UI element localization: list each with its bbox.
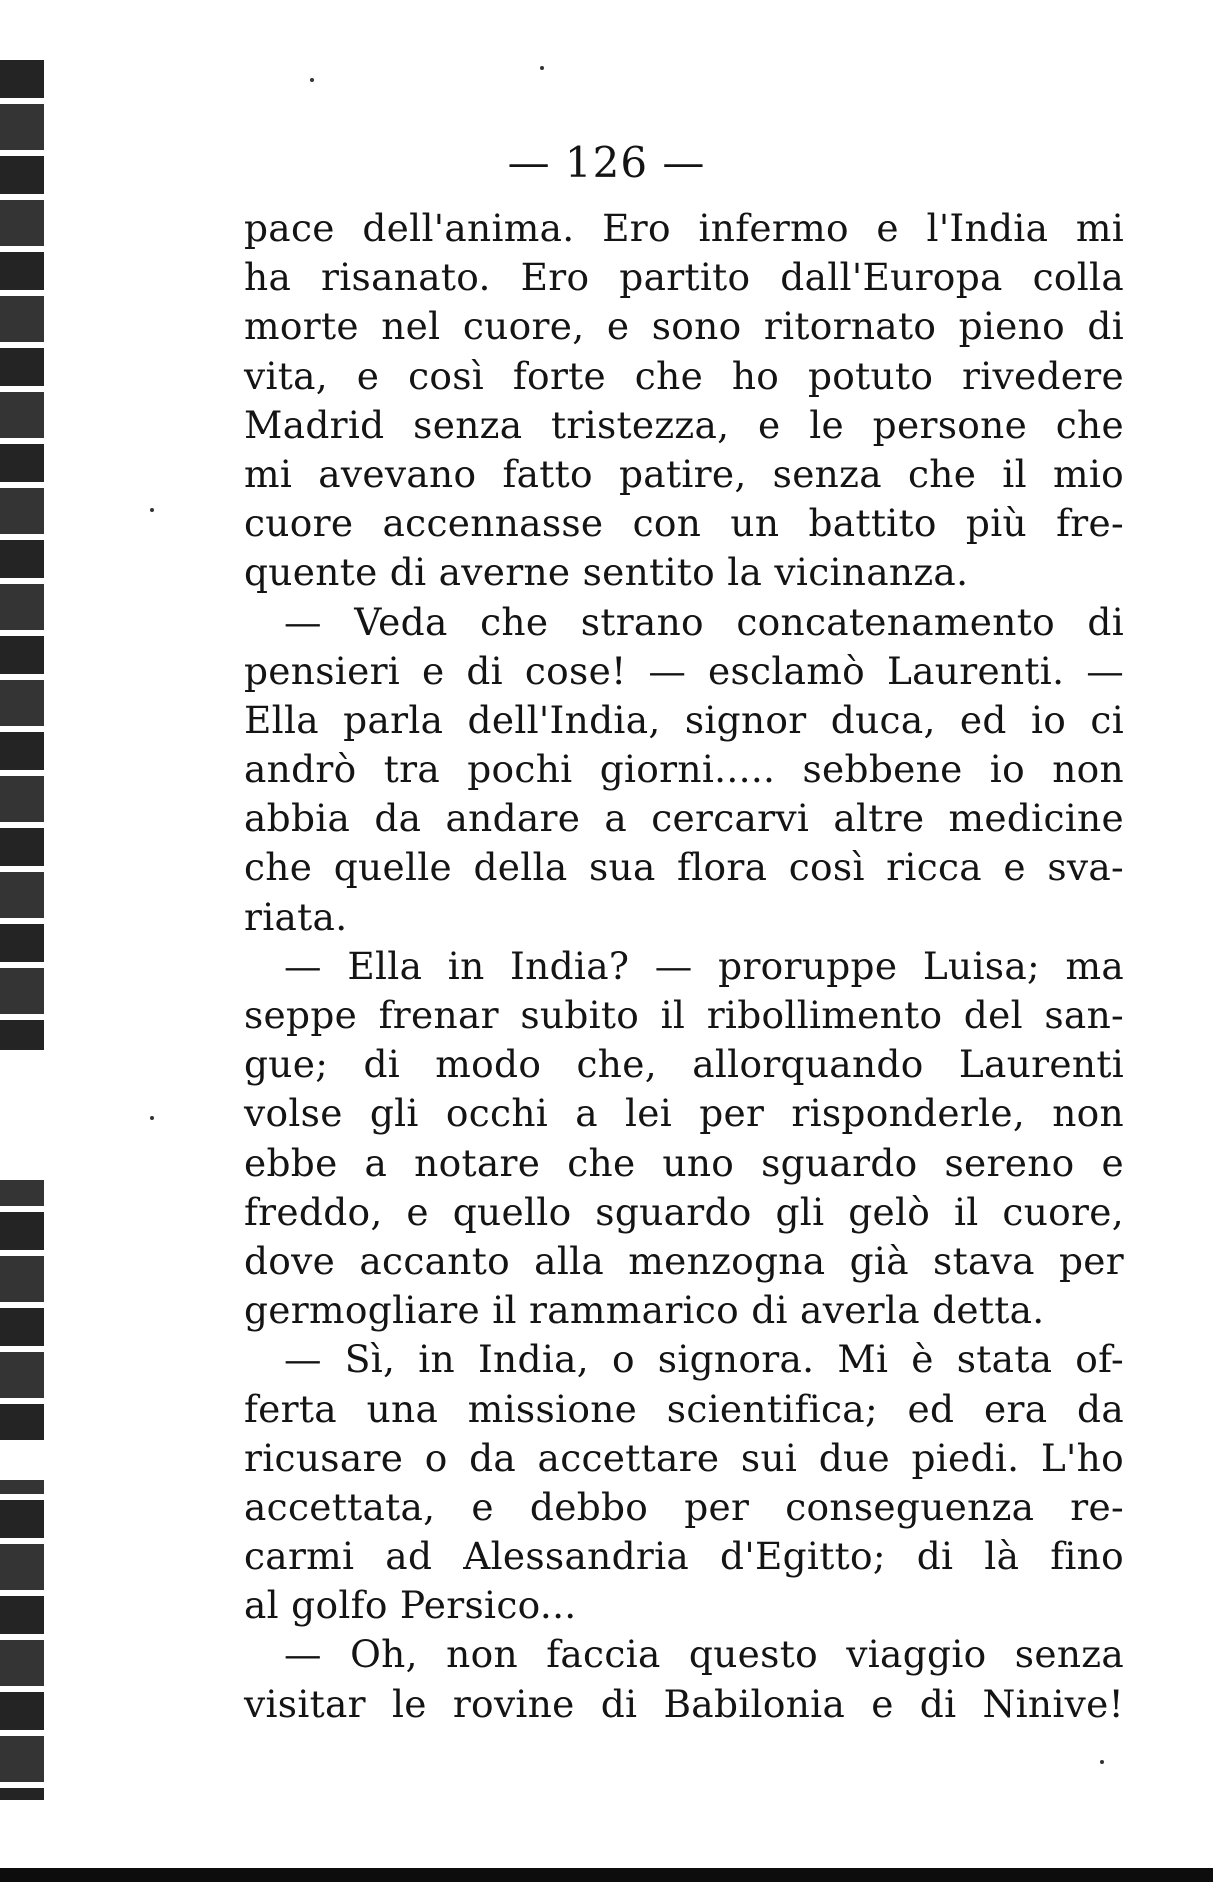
text-line: ebbe a notare che uno sguardo sereno e xyxy=(244,1140,1124,1185)
text-line: ricusare o da accettare sui due piedi. L'ho xyxy=(244,1435,1124,1480)
scan-speck xyxy=(1100,1760,1104,1764)
binding-edge xyxy=(0,60,44,1800)
text-line: — Ella in India? — proruppe Luisa; ma xyxy=(284,943,1124,988)
text-line: Ella parla dell'India, signor duca, ed io ci xyxy=(244,697,1124,742)
text-line: Madrid senza tristezza, e le persone che xyxy=(244,402,1124,447)
binding-gap xyxy=(0,1440,44,1480)
text-line: volse gli occhi a lei per risponderle, non xyxy=(244,1091,1124,1136)
text-line: andrò tra pochi giorni..... sebbene io non xyxy=(244,747,1124,792)
text-line: accettata, e debbo per conseguenza re- xyxy=(244,1484,1124,1529)
scan-speck xyxy=(310,78,314,82)
page-number: — 126 — xyxy=(507,138,706,187)
text-line: morte nel cuore, e sono ritornato pieno di xyxy=(244,304,1124,349)
text-line: cuore accennasse con un battito più fre- xyxy=(244,501,1124,546)
text-line: — Oh, non faccia questo viaggio senza xyxy=(284,1632,1124,1677)
text-line: abbia da andare a cercarvi altre medicine xyxy=(244,796,1124,841)
text-line: vita, e così forte che ho potuto rivedere xyxy=(244,353,1124,398)
text-line: ferta una missione scientifica; ed era da xyxy=(244,1386,1124,1431)
text-line: ha risanato. Ero partito dall'Europa colla xyxy=(244,255,1124,300)
text-line: seppe frenar subito il ribollimento del san- xyxy=(244,993,1124,1037)
text-line: — Sì, in India, o signora. Mi è stata of- xyxy=(284,1337,1124,1382)
text-line: riata. xyxy=(244,894,348,939)
bottom-scan-rule xyxy=(0,1868,1213,1882)
text-line: carmi ad Alessandria d'Egitto; di là fino xyxy=(244,1534,1124,1579)
text-line: mi avevano fatto patire, senza che il mio xyxy=(244,451,1124,496)
text-line: quente di averne sentito la vicinanza. xyxy=(244,550,969,595)
binding-gap xyxy=(0,1050,44,1180)
text-line: pace dell'anima. Ero infermo e l'India mi xyxy=(244,206,1124,250)
text-line: visitar le rovine di Babilonia e di Ninive! xyxy=(244,1681,1124,1726)
text-line: dove accanto alla menzogna già stava per xyxy=(244,1238,1124,1283)
text-line: gue; di modo che, allorquando Laurenti xyxy=(244,1042,1124,1087)
scan-speck xyxy=(540,66,544,70)
text-line: al golfo Persico... xyxy=(244,1583,577,1628)
scan-speck xyxy=(150,508,154,512)
text-line: pensieri e di cose! — esclamò Laurenti. — xyxy=(244,648,1124,693)
body-text xyxy=(244,204,1124,1729)
scan-speck xyxy=(150,1116,154,1120)
text-line: — Veda che strano concatenamento di xyxy=(284,599,1124,644)
text-line: freddo, e quello sguardo gli gelò il cuore, xyxy=(244,1189,1124,1234)
text-line: germogliare il rammarico di averla detta. xyxy=(244,1288,1045,1333)
text-line: che quelle della sua flora così ricca e sva- xyxy=(244,845,1124,890)
